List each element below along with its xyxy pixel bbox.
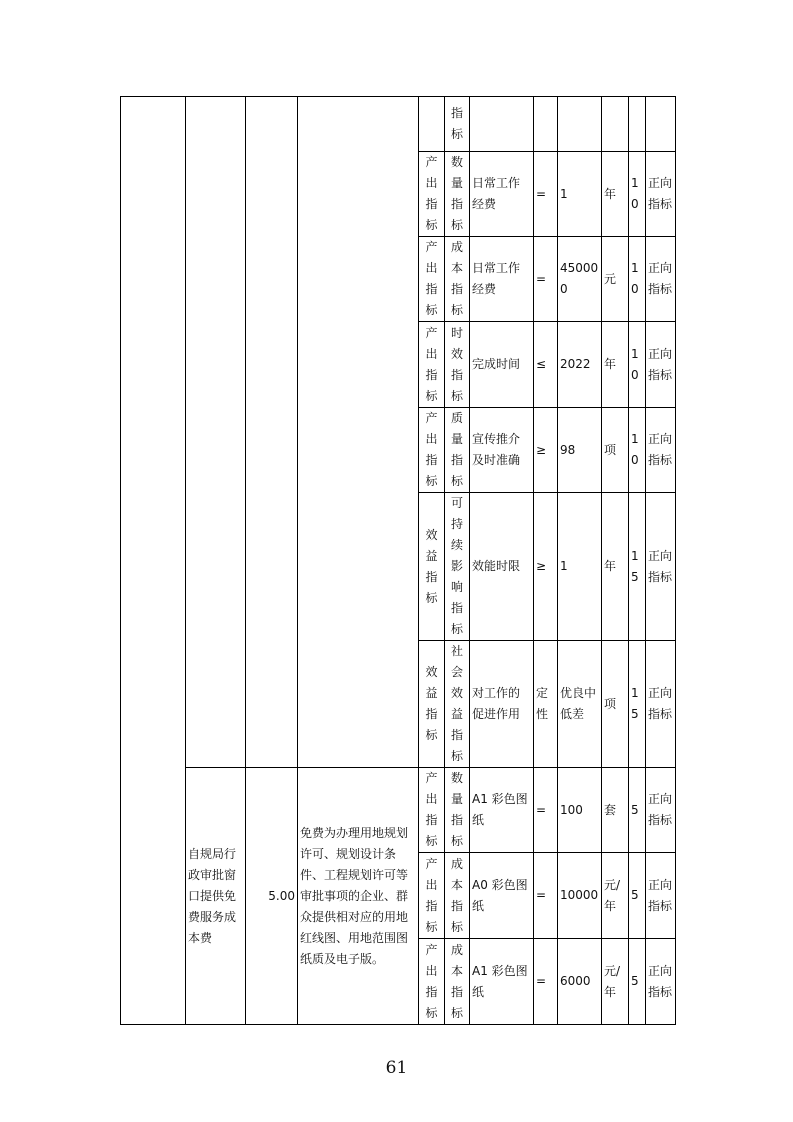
- blank-cell: [246, 97, 298, 768]
- level1-indicator: 产出指标: [419, 322, 445, 408]
- level1-indicator: 产出指标: [419, 152, 445, 237]
- level2-indicator: 时效指标: [445, 322, 470, 408]
- level1-indicator: 产出指标: [419, 853, 445, 939]
- target-value: 优良中低差: [558, 641, 602, 768]
- target-value: [558, 97, 602, 152]
- blank-cell: [298, 97, 419, 768]
- weight: [629, 97, 646, 152]
- target-value: 2022: [558, 322, 602, 408]
- level2-indicator: 可持续影响指标: [445, 493, 470, 641]
- indicator-name: [470, 97, 534, 152]
- comparison-sign: ≥: [534, 493, 558, 641]
- unit: 元/年: [602, 853, 629, 939]
- direction: 正向指标: [646, 768, 676, 853]
- level1-indicator: 产出指标: [419, 408, 445, 493]
- level2-indicator: 数量指标: [445, 152, 470, 237]
- indicator-name: 效能时限: [470, 493, 534, 641]
- indicator-table: [120, 96, 676, 1025]
- weight: 5: [629, 768, 646, 853]
- weight: 10: [629, 322, 646, 408]
- level2-indicator: 成本指标: [445, 237, 470, 322]
- level2-indicator: 成本指标: [445, 939, 470, 1025]
- unit: 元: [602, 237, 629, 322]
- indicator-name: 完成时间: [470, 322, 534, 408]
- indicator-name: A0 彩色图纸: [470, 853, 534, 939]
- target-value: 1: [558, 493, 602, 641]
- level1-indicator: 产出指标: [419, 237, 445, 322]
- comparison-sign: 定性: [534, 641, 558, 768]
- level2-indicator: 质量指标: [445, 408, 470, 493]
- table-row: [121, 97, 676, 152]
- unit: 项: [602, 408, 629, 493]
- comparison-sign: ≤: [534, 322, 558, 408]
- level2-indicator: 成本指标: [445, 853, 470, 939]
- indicator-name: 日常工作经费: [470, 237, 534, 322]
- blank-cell: [121, 97, 186, 1025]
- direction: 正向指标: [646, 493, 676, 641]
- indicator-name: 宣传推介及时准确: [470, 408, 534, 493]
- direction: 正向指标: [646, 939, 676, 1025]
- blank-cell: [186, 97, 246, 768]
- unit: 元/年: [602, 939, 629, 1025]
- page-number: 61: [385, 1058, 408, 1078]
- unit: 年: [602, 322, 629, 408]
- target-value: 100: [558, 768, 602, 853]
- direction: [646, 97, 676, 152]
- indicator-name: 对工作的促进作用: [470, 641, 534, 768]
- comparison-sign: ≥: [534, 408, 558, 493]
- target-value: 10000: [558, 853, 602, 939]
- level1-indicator: 效益指标: [419, 641, 445, 768]
- target-value: 450000: [558, 237, 602, 322]
- level2-indicator: 社会效益指标: [445, 641, 470, 768]
- direction: 正向指标: [646, 322, 676, 408]
- weight: 15: [629, 641, 646, 768]
- level2-indicator: 指标: [445, 97, 470, 152]
- target-value: 98: [558, 408, 602, 493]
- weight: 5: [629, 939, 646, 1025]
- indicator-name: 日常工作经费: [470, 152, 534, 237]
- weight: 10: [629, 408, 646, 493]
- direction: 正向指标: [646, 853, 676, 939]
- direction: 正向指标: [646, 237, 676, 322]
- indicator-name: A1 彩色图纸: [470, 939, 534, 1025]
- unit: 套: [602, 768, 629, 853]
- direction: 正向指标: [646, 408, 676, 493]
- level1-indicator: 产出指标: [419, 939, 445, 1025]
- unit: 项: [602, 641, 629, 768]
- weight: 15: [629, 493, 646, 641]
- project-amount: 5.00: [246, 768, 298, 1025]
- table-row: [121, 768, 676, 853]
- comparison-sign: =: [534, 853, 558, 939]
- unit: [602, 97, 629, 152]
- indicator-name: A1 彩色图纸: [470, 768, 534, 853]
- project-name: 自规局行政审批窗口提供免费服务成本费: [186, 768, 246, 1025]
- comparison-sign: =: [534, 939, 558, 1025]
- comparison-sign: =: [534, 237, 558, 322]
- direction: 正向指标: [646, 641, 676, 768]
- comparison-sign: =: [534, 152, 558, 237]
- weight: 5: [629, 853, 646, 939]
- target-value: 6000: [558, 939, 602, 1025]
- level1-indicator: 产出指标: [419, 768, 445, 853]
- weight: 10: [629, 152, 646, 237]
- comparison-sign: =: [534, 768, 558, 853]
- comparison-sign: [534, 97, 558, 152]
- unit: 年: [602, 493, 629, 641]
- direction: 正向指标: [646, 152, 676, 237]
- unit: 年: [602, 152, 629, 237]
- level1-indicator: [419, 97, 445, 152]
- level1-indicator: 效益指标: [419, 493, 445, 641]
- weight: 10: [629, 237, 646, 322]
- target-value: 1: [558, 152, 602, 237]
- project-description: 免费为办理用地规划许可、规划设计条件、工程规划许可等审批事项的企业、群众提供相对应的用地红线图、用地范围图纸质及电子版。: [298, 768, 419, 1025]
- level2-indicator: 数量指标: [445, 768, 470, 853]
